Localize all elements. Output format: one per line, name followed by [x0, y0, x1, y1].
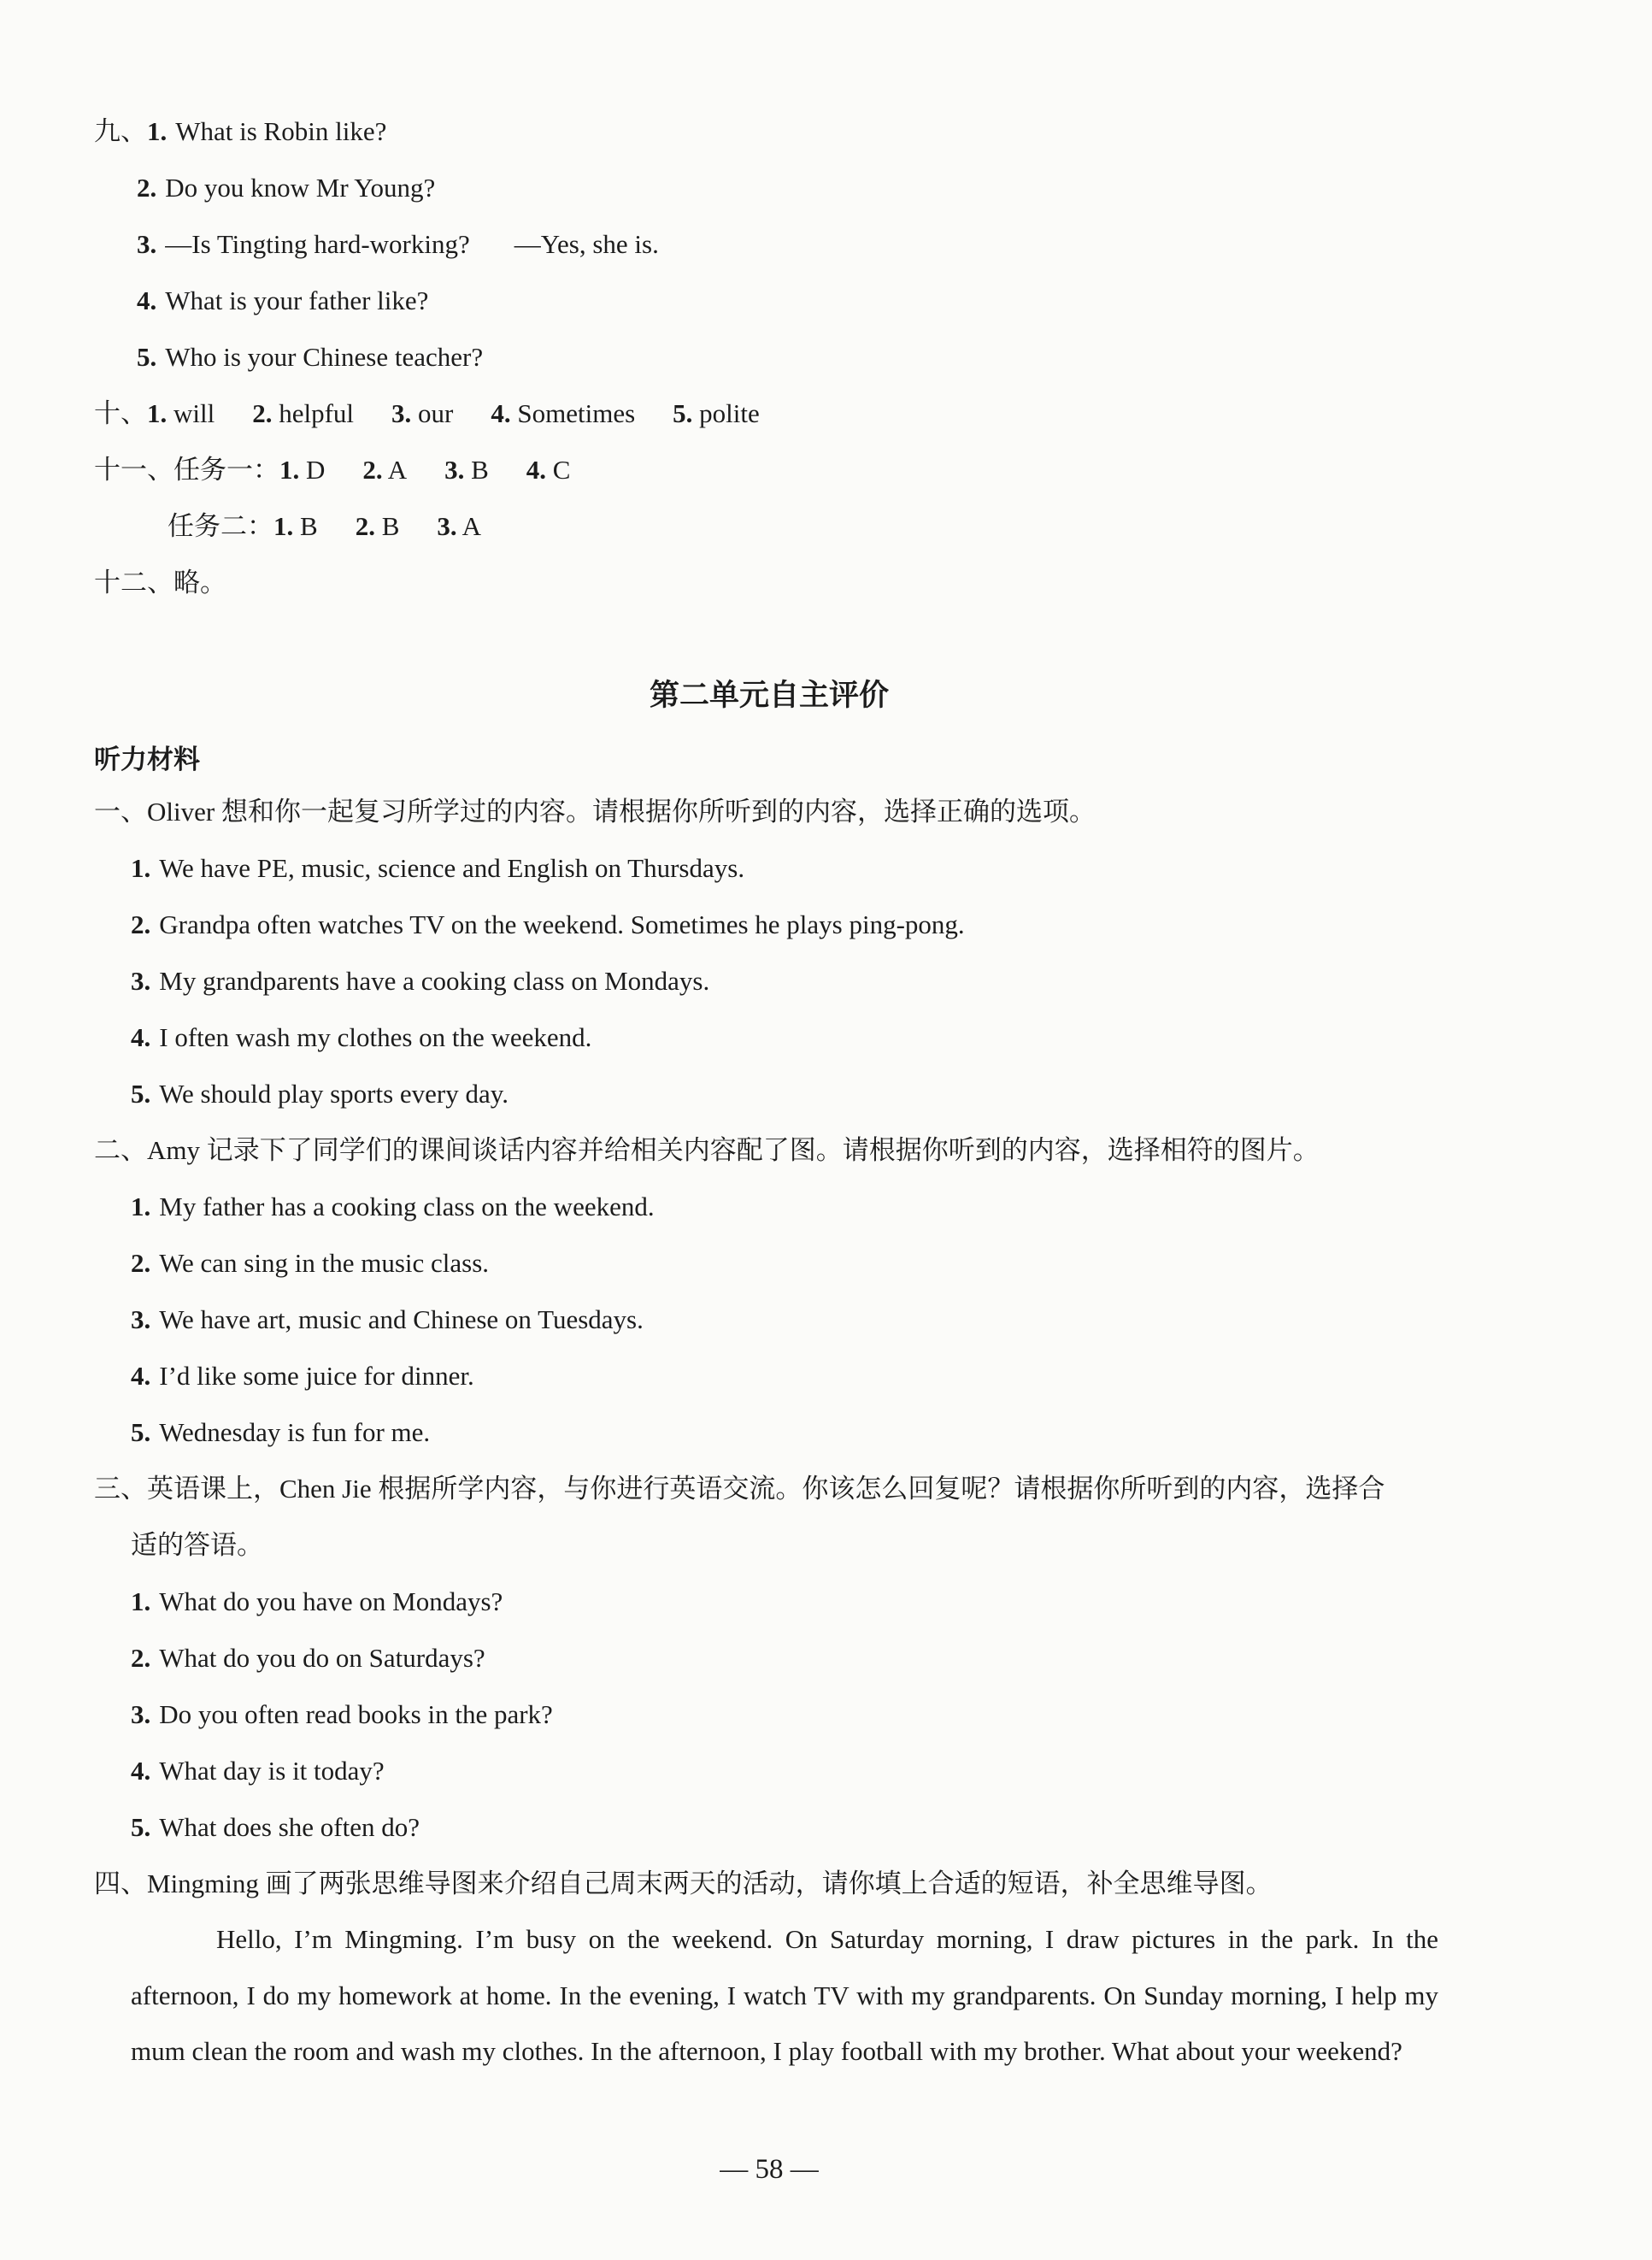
s9-item-2: 2. Do you know Mr Young?	[137, 173, 436, 203]
page-number: — 58 —	[720, 2154, 819, 2185]
part1-instruction: 一、Oliver 想和你一起复习所学过的内容。请根据你所听到的内容，选择正确的选项。	[94, 797, 1096, 827]
part1-item-4: 4. I often wash my clothes on the weekend.	[131, 1022, 592, 1052]
part2-item-3: 3. We have art, music and Chinese on Tuesdays.	[131, 1304, 644, 1334]
listening-heading: 听力材料	[94, 745, 200, 775]
s9-item-1: 九、1. What is Robin like?	[94, 116, 387, 146]
part3-instruction-2: 适的答语。	[131, 1530, 263, 1560]
part3-item-3: 3. Do you often read books in the park?	[131, 1699, 553, 1729]
s9-item-4: 4. What is your father like?	[137, 285, 429, 315]
part3-item-2: 2. What do you do on Saturdays?	[131, 1643, 485, 1673]
s12: 十二、略。	[94, 568, 226, 597]
part1-item-2: 2. Grandpa often watches TV on the weekend. Sometimes he plays ping-pong.	[131, 909, 965, 939]
part2-item-1: 1. My father has a cooking class on the weekend.	[131, 1192, 655, 1221]
s11-task2: 任务二：1. B 2. B 3. A	[168, 511, 482, 541]
s10-label: 十、	[94, 398, 147, 428]
part3-item-1: 1. What do you have on Mondays?	[131, 1586, 503, 1616]
s9-item-3: 3. —Is Tingting hard-working? —Yes, she is.	[137, 229, 659, 259]
s9-label: 九、	[94, 116, 147, 146]
part4-passage: Hello, I’m Mingming. I’m busy on the weekend. On Saturday morning, I draw pictures in the park. In the afternoon, I do my homework at home. In the evening, I watch TV with my grandparents. On Sunday morning, I help my mum clean the room and wash my clothes. In the afternoon, I play football with my brother. What about your weekend?	[131, 1924, 1438, 2066]
part1-item-5: 5. We should play sports every day.	[131, 1079, 509, 1109]
part3-instruction-1: 三、英语课上，Chen Jie 根据所学内容，与你进行英语交流。你该怎么回复呢？请根据你所听到的内容，选择合	[94, 1474, 1385, 1504]
s11-task1: 十一、任务一：1. D 2. A 3. B 4. C	[94, 455, 571, 485]
unit-title: 第二单元自主评价	[649, 679, 889, 713]
s11-label: 十一、	[94, 455, 173, 485]
part3-item-4: 4. What day is it today?	[131, 1756, 385, 1786]
part2-item-5: 5. Wednesday is fun for me.	[131, 1417, 431, 1447]
part2-item-2: 2. We can sing in the music class.	[131, 1248, 490, 1278]
part2-item-4: 4. I’d like some juice for dinner.	[131, 1361, 474, 1391]
part4-instruction: 四、Mingming 画了两张思维导图来介绍自己周末两天的活动，请你填上合适的短语，补全思维导图。	[94, 1869, 1273, 1898]
s9-item-5: 5. Who is your Chinese teacher?	[137, 342, 484, 372]
part1-item-3: 3. My grandparents have a cooking class on Mondays.	[131, 966, 710, 996]
part3-item-5: 5. What does she often do?	[131, 1812, 420, 1842]
part1-item-1: 1. We have PE, music, science and English on Thursdays.	[131, 853, 745, 883]
part2-instruction: 二、Amy 记录下了同学们的课间谈话内容并给相关内容配了图。请根据你听到的内容，选择相符的图片。	[94, 1135, 1320, 1165]
s10-answers: 十、1. will 2. helpful 3. our 4. Sometimes 5. polite	[94, 398, 760, 428]
